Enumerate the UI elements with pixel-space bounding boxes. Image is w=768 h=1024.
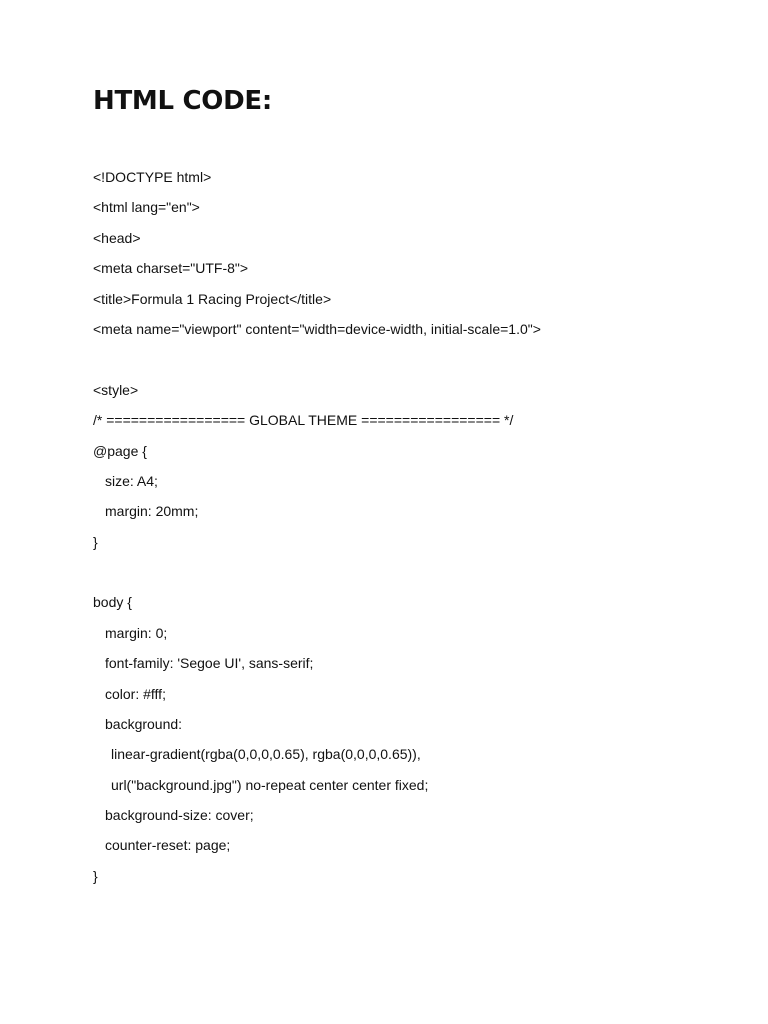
code-line: url("background.jpg") no-repeat center center fixed; [111,777,429,793]
code-line: size: A4; [105,473,158,489]
code-line: <style> [93,382,139,398]
code-line: <meta name="viewport" content="width=device-width, initial-scale=1.0"> [93,321,541,337]
code-line: counter-reset: page; [105,837,231,853]
code-line: margin: 0; [105,625,168,641]
code-line: background: [105,716,183,732]
code-line: } [93,534,98,550]
code-line: @page { [93,443,147,459]
code-line: margin: 20mm; [105,503,199,519]
code-line: <title>Formula 1 Racing Project</title> [93,291,332,307]
code-line: <head> [93,230,141,246]
code-line: color: #fff; [105,686,166,702]
code-block [93,0,733,1024]
code-line: <!DOCTYPE html> [93,169,212,185]
code-line: body { [93,594,132,610]
code-line: /* ================= GLOBAL THEME ================= */ [93,412,514,428]
code-line: background-size: cover; [105,807,254,823]
code-line: <html lang="en"> [93,199,200,215]
code-line: } [93,868,98,884]
code-line: linear-gradient(rgba(0,0,0,0.65), rgba(0,0,0,0.65)), [111,746,421,762]
code-line: <meta charset="UTF-8"> [93,260,249,276]
page-heading: HTML CODE: [93,86,272,116]
code-line: font-family: 'Segoe UI', sans-serif; [105,655,314,671]
